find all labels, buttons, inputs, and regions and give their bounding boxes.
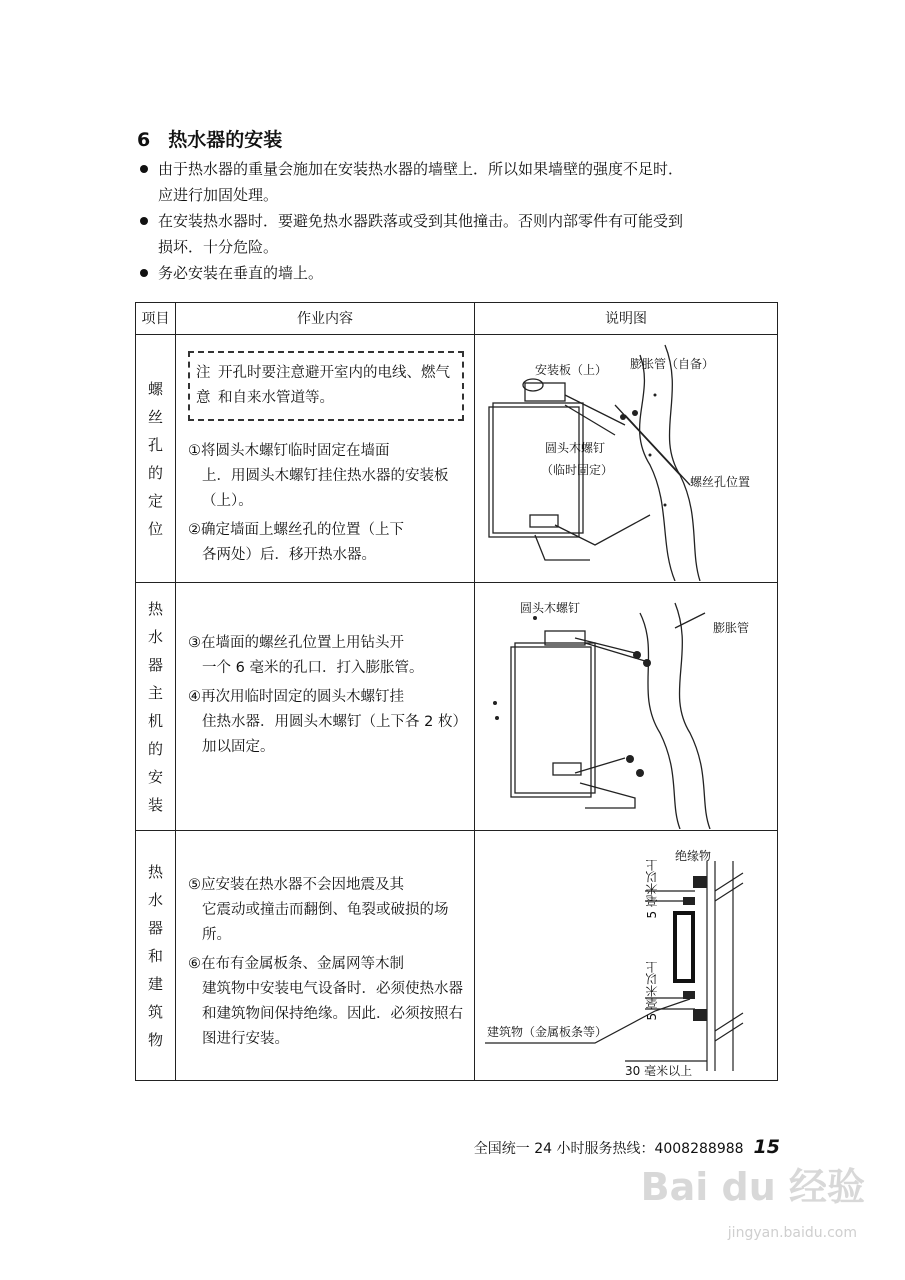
hotline: 全国统一 24 小时服务热线：4008288988 (473, 1141, 744, 1157)
row-work (176, 335, 475, 583)
bullet-icon (140, 269, 148, 277)
diagram-heater-mounting: 圆头木螺钉 膨胀管 (475, 583, 778, 831)
step: ⑥在布有金属板条、金属网等木制 建筑物中安装电气设备时．必须使热水器和建筑物间保持绝缘。因此．必须按照右图进行安装。 (188, 956, 463, 1047)
diagram-insulation: 绝缘物 5 毫米以上 5 毫米以上 建筑物（金属板条等） 30 毫米以上 (475, 831, 778, 1081)
row-item: 螺 丝 孔 的 定 位 (136, 335, 176, 583)
header-work: 作业内容 (176, 303, 475, 335)
table-row (136, 583, 778, 831)
table-header (136, 303, 778, 335)
diagram-screw-hole-position: 安装板（上） 膨胀管（自备） 圆头木螺钉 （临时固定） 螺丝孔位置 (475, 335, 778, 583)
installation-table (135, 302, 778, 1081)
row-work (176, 583, 475, 831)
header-diagram: 说明图 (475, 303, 778, 335)
header-item: 项目 (136, 303, 176, 335)
diagram-wall-section (475, 831, 778, 1081)
watermark-url: jingyan.baidu.com (727, 1225, 857, 1241)
step: ④再次用临时固定的圆头木螺钉挂 住热水器．用圆头木螺钉（上下各 2 枚）加以固定。 (188, 689, 460, 755)
table-row (136, 335, 778, 583)
bullet-item: 务必安装在垂直的墙上。 (140, 260, 780, 286)
footer (474, 1135, 780, 1161)
watermark-logo: Bai du 经验 (640, 1165, 865, 1209)
table-row (136, 831, 778, 1081)
section-title: 6 热水器的安装 (137, 129, 283, 151)
bullet-icon (140, 217, 148, 225)
row-work (176, 831, 475, 1081)
step: ③在墙面的螺丝孔位置上用钻头开 一个 6 毫米的孔口．打入膨胀管。 (188, 635, 424, 676)
page-number: 15 (753, 1136, 780, 1158)
caution-note: 注意 开孔时要注意避开室内的电线、燃气和自来水管道等。 (188, 351, 464, 421)
row-item: 热 水 器 主 机 的 安 装 (136, 583, 176, 831)
row-item: 热 水 器 和 建 筑 物 (136, 831, 176, 1081)
bullet-item: 在安装热水器时．要避免热水器跌落或受到其他撞击。否则内部零件有可能受到 损坏．十分危险。 (140, 208, 780, 260)
step: ①将圆头木螺钉临时固定在墙面 上．用圆头木螺钉挂住热水器的安装板（上）。 (188, 443, 449, 509)
diagram-heater-wall (475, 335, 778, 581)
diagram-mounting (475, 583, 778, 829)
bullet-item: 由于热水器的重量会施加在安装热水器的墙壁上．所以如果墙壁的强度不足时． 应进行加固处理。 (140, 156, 780, 208)
bullet-icon (140, 165, 148, 173)
step: ⑤应安装在热水器不会因地震及其 它震动或撞击而翻倒、龟裂或破损的场所。 (188, 877, 449, 943)
step: ②确定墙面上螺丝孔的位置（上下 各两处）后．移开热水器。 (188, 522, 404, 563)
